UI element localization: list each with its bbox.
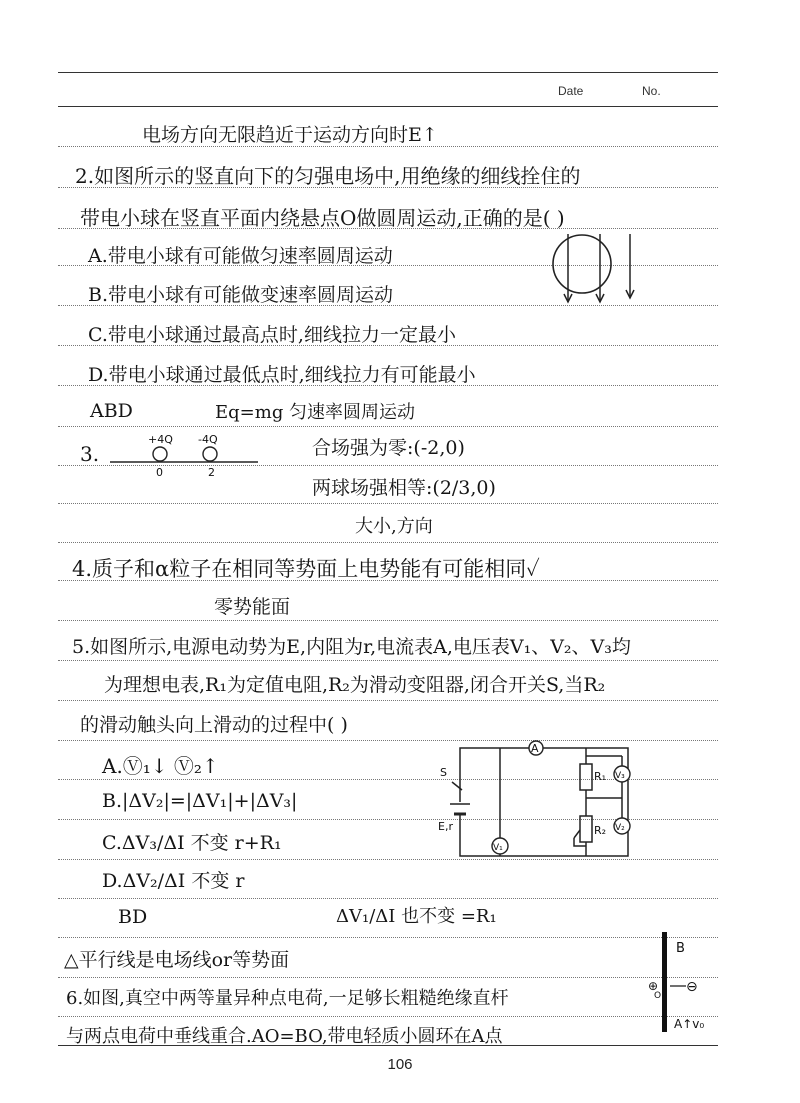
rod-charges-sketch bbox=[640, 928, 720, 1038]
ruled-line bbox=[58, 937, 718, 938]
positive-charge-icon: ⊕ bbox=[648, 979, 659, 993]
question-2-option-b: B.带电小球有可能做变速率圆周运动 bbox=[88, 284, 394, 306]
voltmeter-3-label: V₃ bbox=[615, 771, 625, 781]
question-3-note: 大小,方向 bbox=[355, 516, 433, 537]
answer-5-note: ΔV₁/ΔI 也不变 =R₁ bbox=[336, 906, 497, 927]
rod-point-o: O bbox=[654, 991, 662, 1001]
question-3-note: 两球场强相等:(2/3,0) bbox=[312, 477, 496, 499]
charge-axis-sketch bbox=[110, 428, 260, 478]
header-top-rule bbox=[58, 72, 718, 73]
ruled-line bbox=[58, 542, 718, 543]
question-4: 4.质子和α粒子在相同等势面上电势能有可能相同✓ bbox=[72, 557, 540, 581]
ruled-line bbox=[58, 1016, 718, 1017]
question-5-stem: 5.如图所示,电源电动势为E,内阻为r,电流表A,电压表V₁、V₂、V₃均 bbox=[72, 636, 631, 658]
source-label: E,r bbox=[438, 820, 453, 833]
question-2-stem: 带电小球在竖直平面内绕悬点O做圆周运动,正确的是( ) bbox=[80, 206, 565, 230]
ruled-line bbox=[58, 700, 718, 701]
charge-1-label: +4Q bbox=[148, 433, 173, 446]
charge-2-position: 2 bbox=[208, 466, 215, 479]
ruled-line bbox=[58, 426, 718, 427]
ruled-line bbox=[58, 977, 718, 978]
no-label: No. bbox=[642, 84, 661, 98]
date-label: Date bbox=[558, 84, 584, 98]
question-3-note: 合场强为零:(-2,0) bbox=[312, 437, 465, 459]
question-2-option-c: C.带电小球通过最高点时,细线拉力一定最小 bbox=[88, 324, 456, 346]
ruled-line bbox=[58, 898, 718, 899]
switch-label: S bbox=[440, 766, 447, 779]
resistor-1-label: R₁ bbox=[594, 770, 607, 783]
ruled-line bbox=[58, 620, 718, 621]
ammeter-label: A bbox=[531, 742, 539, 755]
negative-charge-icon: ⊖ bbox=[686, 979, 698, 995]
question-5-stem: 为理想电表,R₁为定值电阻,R₂为滑动变阻器,闭合开关S,当R₂ bbox=[104, 674, 606, 696]
question-3-number: 3. bbox=[80, 442, 100, 466]
ruled-line bbox=[58, 740, 718, 741]
answer-2-note: Eq=mg 匀速率圆周运动 bbox=[215, 402, 416, 423]
question-5-option-b: B.|ΔV₂|=|ΔV₁|+|ΔV₃| bbox=[102, 790, 298, 812]
circuit-diagram bbox=[438, 742, 648, 864]
question-4-note: 零势能面 bbox=[214, 596, 291, 618]
note-line: 电场方向无限趋近于运动方向时Ε↑ bbox=[142, 124, 438, 146]
answer-5: BD bbox=[118, 906, 148, 928]
rod-point-b: B bbox=[676, 941, 685, 956]
rod-point-a: A↑v₀ bbox=[674, 1017, 705, 1031]
field-circle-sketch bbox=[550, 228, 650, 308]
question-2-option-d: D.带电小球通过最低点时,细线拉力有可能最小 bbox=[88, 364, 476, 386]
ruled-line bbox=[58, 660, 718, 661]
question-2-stem: 2.如图所示的竖直向下的匀强电场中,用绝缘的细线拴住的 bbox=[75, 164, 581, 188]
resistor-2-label: R₂ bbox=[594, 824, 607, 837]
question-6-stem: 与两点电荷中垂线重合.AO=BO,带电轻质小圆环在A点 bbox=[66, 1026, 503, 1047]
voltmeter-1-label: V₁ bbox=[493, 843, 503, 853]
note-line: △平行线是电场线or等势面 bbox=[64, 949, 290, 971]
answer-2: ABD bbox=[90, 400, 133, 422]
ruled-line bbox=[58, 503, 718, 504]
question-2-option-a: A.带电小球有可能做匀速率圆周运动 bbox=[88, 245, 393, 267]
question-5-option-c: C.ΔV₃/ΔI 不变 r+R₁ bbox=[102, 832, 282, 854]
question-5-option-d: D.ΔV₂/ΔI 不变 r bbox=[102, 870, 245, 892]
page-number: 106 bbox=[387, 1056, 413, 1073]
charge-1-position: 0 bbox=[156, 466, 163, 479]
charge-2-label: -4Q bbox=[198, 433, 218, 446]
question-6-stem: 6.如图,真空中两等量异种点电荷,一足够长粗糙绝缘直杆 bbox=[66, 988, 509, 1009]
voltmeter-2-label: V₂ bbox=[615, 823, 625, 833]
header-bottom-rule bbox=[58, 106, 718, 107]
question-5-option-a: A.Ⓥ₁↓ Ⓥ₂↑ bbox=[102, 754, 219, 778]
question-5-stem: 的滑动触头向上滑动的过程中( ) bbox=[80, 714, 348, 736]
